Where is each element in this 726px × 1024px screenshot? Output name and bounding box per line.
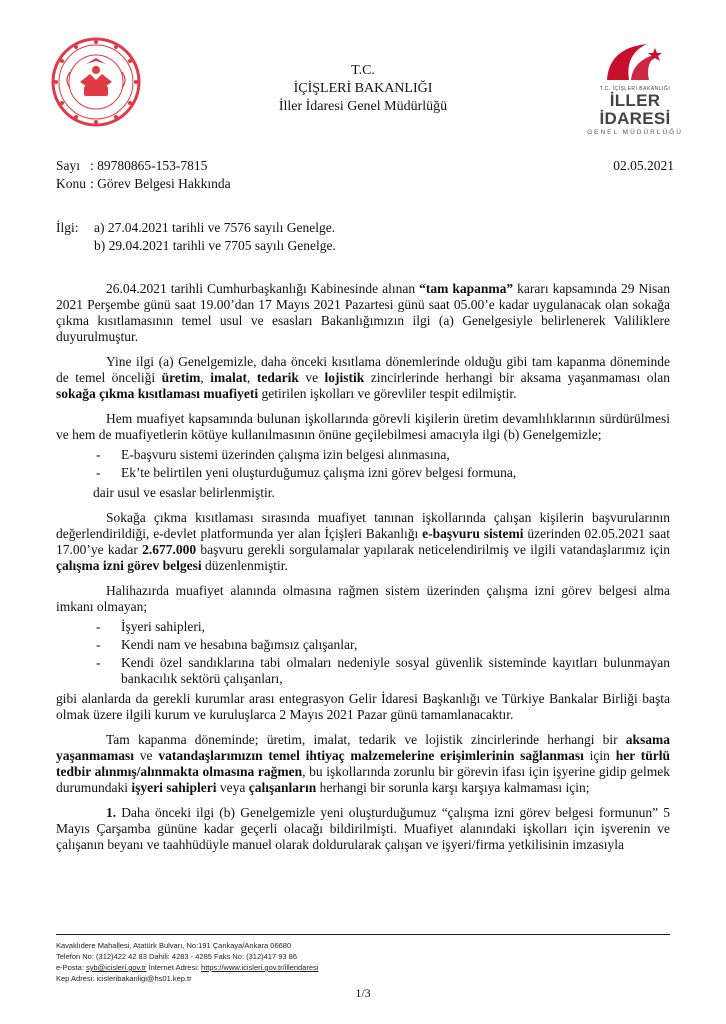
paragraph-7 bbox=[56, 732, 670, 796]
text-run: , bbox=[200, 370, 211, 385]
bold-text-run: imalat bbox=[210, 370, 247, 385]
paragraph-3: Hem muafiyet kapsamında bulunan işkollarında görevli kişilerin üretim devamlılıklarının sürdürülmesi ve hem de muafiyetlerin kötüye kullanılmasının önüne geçilebilmesi amacıyla ilgi (b) Genelgemizle; bbox=[56, 411, 670, 442]
paragraph-2 bbox=[56, 354, 670, 402]
dash-bullet-icon: - bbox=[96, 619, 101, 634]
text-run: Sokağa çıkma kısıtlaması sırasında muafiyet tanınan işkollarında çalışan kişilerin başvurularının değerlendirildiği, e-devlet platformunda yer alan İçişleri Bakanlığı bbox=[56, 510, 670, 541]
internet-label: İnternet Adresi: bbox=[146, 963, 202, 972]
text-run: Daha önceki ilgi (b) Genelgemizle yeni oluşturduğumuz “çalışma izni görev belgesi formunun” 5 Mayıs Çarşamba gününe kadar geçerli olacağı bildirilmişti. Muafiyet alanındaki işkolları için işverenin ve çalışanın beyanı ve taahhüdüyle manuel olarak doldurularak çalışan ve işyeri/firma yetkilisinin imzasıyla bbox=[56, 805, 670, 852]
bold-text-run: her türlü tedbir alınmış/alınmakta olmasına rağmen bbox=[56, 748, 670, 779]
page-number: 1/3 bbox=[355, 986, 371, 1000]
text-run: , bbox=[247, 370, 257, 385]
text-run: , bu işkollarında zorunlu bir görevin ifası için işyerine gidip gelmek durumundaki bbox=[56, 764, 670, 795]
document-date: 02.05.2021 bbox=[613, 158, 674, 173]
sayi-label: Sayı bbox=[56, 158, 81, 173]
dash-bullet-icon: - bbox=[96, 637, 101, 652]
bold-text-run: tedarik bbox=[256, 370, 299, 385]
list-item-text: Ek’te belirtilen yeni oluşturduğumuz çalışma izni görev belgesi formuna, bbox=[121, 465, 517, 480]
text-run: 26.04.2021 tarihli Cumhurbaşkanlığı Kabinesinde alınan bbox=[106, 281, 420, 296]
list-item bbox=[56, 655, 670, 687]
konu-value: : Görev Belgesi Hakkında bbox=[90, 176, 231, 191]
footer-kep: Kep Adresi: icisleribakanligi@hs01.kep.tr bbox=[56, 974, 192, 983]
letterhead bbox=[0, 62, 726, 116]
konu-row bbox=[56, 176, 231, 192]
header-line-1: T.C. bbox=[351, 63, 375, 78]
text-run: herhangi bir sorunla karşı karşıya kalmaması için; bbox=[316, 780, 590, 795]
bold-text-run: çalışma izni görev belgesi bbox=[56, 558, 202, 573]
paragraph-6: gibi alanlarda da gerekli kurumlar arası entegrasyon Gelir İdaresi Başkanlığı ve Türkiye Bankalar Birliği başta olmak üzere ilgili kurum ve kuruluşlarca 2 Mayıs 2021 Pazar günü tamamlanacaktır. bbox=[56, 691, 670, 722]
text-run: kararı kapsamında 29 Nisan 2021 Perşembe günü saat 19.00’dan 17 Mayıs 2021 Pazartesi günü saat 05.00’e kadar uygulanacak olan sokağa çıkma kısıtlamasının temel usul ve esasları Bakanlığımızın ilgi (a) Genelgesiyle belirlenerek Valiliklere duyurulmuştur. bbox=[56, 281, 671, 344]
text-run: düzenlenmiştir. bbox=[201, 558, 288, 573]
text-run: Yine ilgi (a) Genelgemizle, daha önceki kısıtlama dönemlerinde olduğu gibi tam kapanma döneminde de temel önceliği bbox=[56, 354, 670, 385]
footer-divider bbox=[56, 934, 670, 935]
logo-title: İLLER İDARESİ bbox=[599, 91, 671, 128]
bold-text-run: 2.677.000 bbox=[142, 542, 197, 557]
logo-subtitle: GENEL MÜDÜRLÜĞÜ bbox=[587, 129, 683, 136]
dash-bullet-icon: - bbox=[96, 465, 101, 480]
ilgi-item-a: a) 27.04.2021 tarihli ve 7576 sayılı Genelge. bbox=[94, 220, 336, 235]
logo-caption-top: T.C. İÇİŞLERİ BAKANLIĞI bbox=[599, 86, 671, 92]
list-item-text: E-başvuru sistemi üzerinden çalışma izin belgesi alınmasına, bbox=[121, 447, 450, 462]
bold-text-run: aksama yaşanmaması bbox=[56, 732, 670, 763]
dash-bullet-icon: - bbox=[96, 447, 101, 462]
bold-text-run: lojistik bbox=[324, 370, 365, 385]
bold-text-run: e-başvuru sistemi bbox=[422, 526, 524, 541]
list-item bbox=[56, 465, 670, 481]
list-item bbox=[56, 637, 670, 653]
text-run: üzerinden 02.05.2021 saat 17.00’ye kadar bbox=[56, 526, 670, 557]
ilgi-item-b: b) 29.04.2021 tarihli ve 7705 sayılı Genelge. bbox=[94, 238, 336, 253]
header-line-3: İller İdaresi Genel Müdürlüğü bbox=[278, 99, 448, 114]
letter-body bbox=[56, 281, 670, 862]
bold-text-run: çalışanların bbox=[248, 780, 317, 795]
text-run: veya bbox=[216, 780, 249, 795]
list-item bbox=[56, 447, 670, 463]
header-line-2: İÇİŞLERİ BAKANLIĞI bbox=[293, 81, 433, 96]
sayi-row bbox=[56, 158, 207, 174]
paragraph-5: Halihazırda muafiyet alanında olmasına rağmen sistem üzerinden çalışma izni görev belgesi alma imkanı olmayan; bbox=[56, 583, 670, 614]
paragraph-3-continuation: dair usul ve esaslar belirlenmiştir. bbox=[93, 485, 275, 500]
list-item-text: İşyeri sahipleri, bbox=[121, 619, 205, 634]
internet-link[interactable]: https://www.icisleri.gov.tr/illeridaresi bbox=[201, 963, 319, 972]
list-item-text: Kendi nam ve hesabına bağımsız çalışanlar, bbox=[121, 637, 358, 652]
text-run: başvuru gerekli sorgulamalar yapılarak neticelendirilmiş ve ilgili vatandaşlarımız için bbox=[196, 542, 670, 557]
sayi-value: : 89780865-153-7815 bbox=[90, 158, 208, 173]
eposta-link[interactable]: syb@icisleri.gov.tr bbox=[86, 963, 147, 972]
bold-text-run: işyeri sahipleri bbox=[131, 780, 217, 795]
ilgi-label: İlgi: bbox=[56, 220, 79, 235]
list-exempt-groups bbox=[56, 619, 670, 687]
dash-bullet-icon: - bbox=[96, 655, 101, 670]
konu-label: Konu bbox=[56, 176, 86, 191]
paragraph-4 bbox=[56, 510, 670, 574]
bold-text-run: üretim bbox=[161, 370, 201, 385]
footer-address: Kavaklıdere Mahallesi, Atatürk Bulvarı, No:191 Çankaya/Ankara 06680 bbox=[56, 941, 292, 950]
text-run: ve bbox=[134, 748, 159, 763]
bold-text-run: “tam kapanma” bbox=[419, 281, 514, 296]
paragraph-8 bbox=[56, 805, 670, 853]
footer-phone: Telefon No: (312)422 42 83 Dahili: 4283 - 4285 Faks No: (312)417 93 86 bbox=[56, 952, 297, 961]
bold-text-run: 1. bbox=[106, 805, 117, 820]
eposta-label: e-Posta: bbox=[56, 963, 87, 972]
list-item-text: Kendi özel sandıklarına tabi olmaları nedeniyle sosyal güvenlik sisteminde kayıtları bulunmayan bankacılık sektörü çalışanları, bbox=[121, 655, 670, 686]
text-run: zincirlerinde herhangi bir aksama yaşanmaması olan bbox=[364, 370, 671, 385]
bold-text-run: sokağa çıkma kısıtlaması muafiyeti bbox=[56, 386, 259, 401]
paragraph-1 bbox=[56, 281, 670, 345]
list-item bbox=[56, 619, 670, 635]
list-genelge-items bbox=[56, 447, 670, 481]
footer-web bbox=[56, 962, 318, 973]
text-run: için bbox=[583, 748, 616, 763]
text-run: getirilen işkolları ve görevliler tespit edilmiştir. bbox=[258, 386, 517, 401]
text-run: ve bbox=[298, 370, 325, 385]
footer-contact bbox=[56, 940, 318, 984]
text-run: Tam kapanma döneminde; üretim, imalat, tedarik ve lojistik zincirlerinde herhangi bir bbox=[106, 732, 626, 747]
bold-text-run: vatandaşlarımızın temel ihtiyaç malzemelerine erişimlerinin sağlanması bbox=[158, 748, 584, 763]
